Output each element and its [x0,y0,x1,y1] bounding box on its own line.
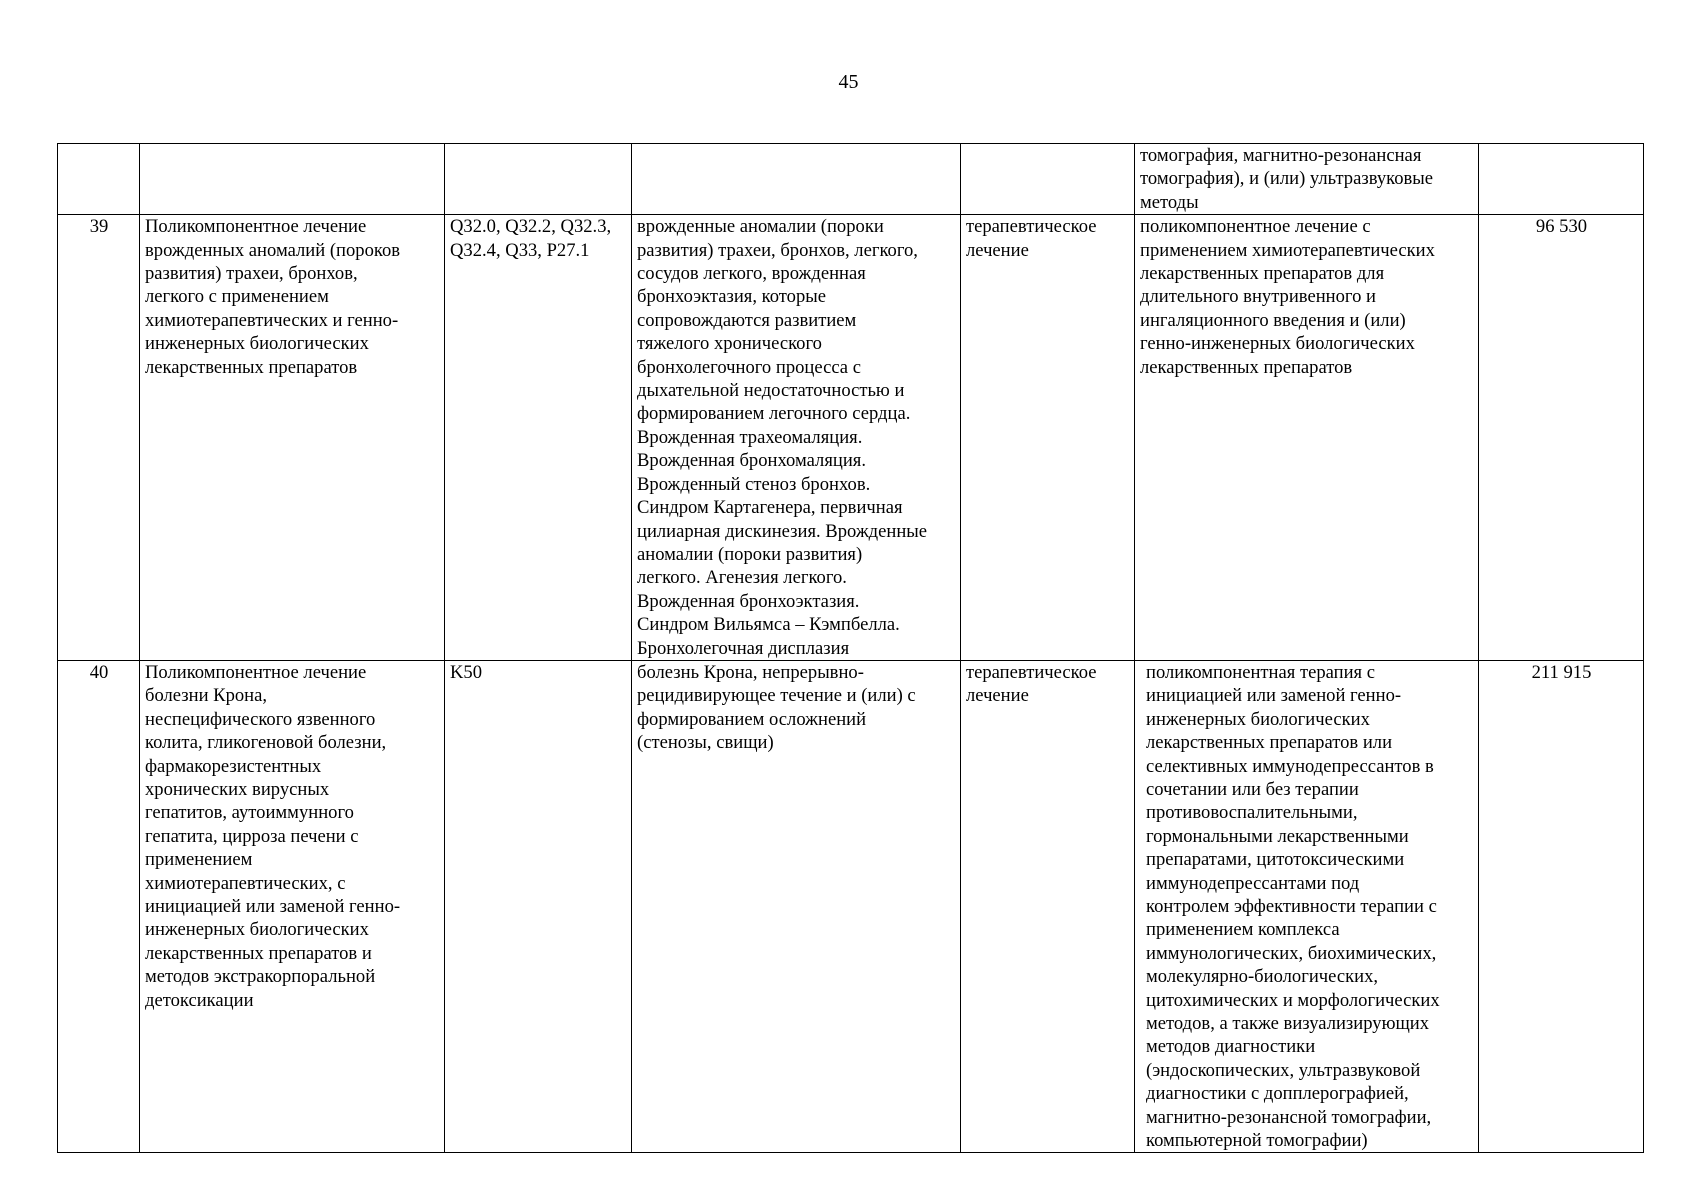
page-number: 45 [838,71,859,93]
medical-care-table [57,143,1644,1153]
standard-cost: 211 915 [1479,660,1644,1153]
treatment-type: терапевтическое лечение [961,660,1135,1153]
table-row [58,215,1644,661]
treatment-method: поликомпонентное лечение с применением химиотерапевтических лекарственных препаратов для длительного внутривенного и ингаляционного введения и (или) генно-инженерных биологических лекарственных препаратов [1135,215,1479,661]
standard-cost [1479,144,1644,215]
icd-codes: K50 [445,660,632,1153]
treatment-type: терапевтическое лечение [961,215,1135,661]
treatment-type [961,144,1135,215]
table-row [58,144,1644,215]
care-type-name: Поликомпонентное лечение врожденных аномалий (пороков развития) трахеи, бронхов, легкого с применением химиотерапевтических и генно- инженерных биологических лекарственных препаратов [140,215,445,661]
care-type-name [140,144,445,215]
row-number: 39 [58,215,140,661]
patient-model: болезнь Крона, непрерывно- рецидивирующее течение и (или) с формированием осложнений (стенозы, свищи) [632,660,961,1153]
patient-model: врожденные аномалии (пороки развития) трахеи, бронхов, легкого, сосудов легкого, врожденная бронхоэктазия, которые сопровождаются развитием тяжелого хронического бронхолегочного процесса с дыхательной недостаточностью и формированием легочного сердца. Врожденная трахеомаляция. Врожденная бронхомаляция. Врожденный стеноз бронхов. Синдром Картагенера, первичная цилиарная дискинезия. Врожденные аномалии (пороки развития) легкого. Агенезия легкого. Врожденная бронхоэктазия. Синдром Вильямса – Кэмпбелла. Бронхолегочная дисплазия [632,215,961,661]
icd-codes: Q32.0, Q32.2, Q32.3, Q32.4, Q33, P27.1 [445,215,632,661]
patient-model [632,144,961,215]
table-row [58,660,1644,1153]
row-number [58,144,140,215]
care-type-name: Поликомпонентное лечение болезни Крона, неспецифического язвенного колита, гликогеновой болезни, фармакорезистентных хронических вирусных гепатитов, аутоиммунного гепатита, цирроза печени с применением химиотерапевтических, с инициацией или заменой генно- инженерных биологических лекарственных препаратов и методов экстракорпоральной детоксикации [140,660,445,1153]
icd-codes [445,144,632,215]
row-number: 40 [58,660,140,1153]
treatment-method: томография, магнитно-резонансная томография), и (или) ультразвуковые методы [1135,144,1479,215]
standard-cost: 96 530 [1479,215,1644,661]
treatment-method: поликомпонентная терапия с инициацией или заменой генно- инженерных биологических лекарственных препаратов или селективных иммунодепрессантов в сочетании или без терапии противовоспалительными, гормональными лекарственными препаратами, цитотоксическими иммунодепрессантами под контролем эффективности терапии с применением комплекса иммунологических, биохимических, молекулярно-биологических, цитохимических и морфологических методов, а также визуализирующих методов диагностики (эндоскопических, ультразвуковой диагностики с допплерографией, магнитно-резонансной томографии, компьютерной томографии) [1135,660,1479,1153]
